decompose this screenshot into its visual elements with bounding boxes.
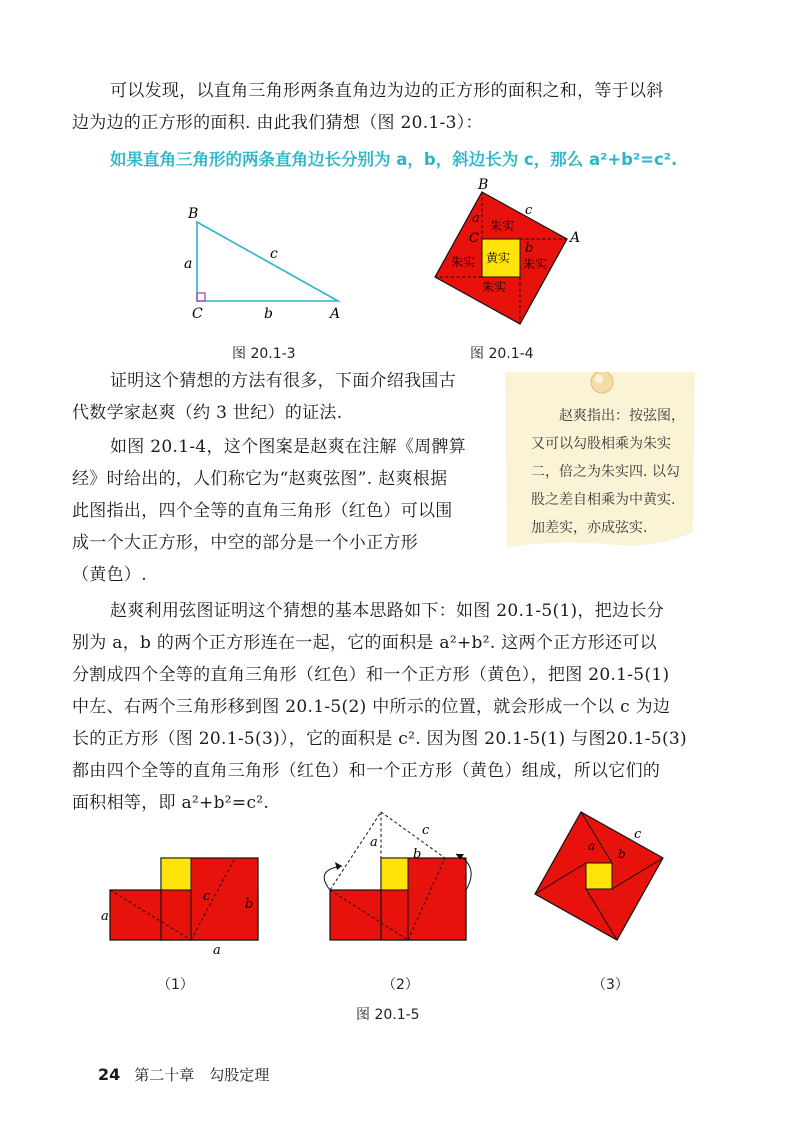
side-note-text	[531, 402, 691, 542]
label-a: a	[472, 211, 480, 226]
label-red-3: 朱实	[451, 255, 476, 269]
label-c: c	[525, 203, 533, 218]
label-a-bottom: a	[213, 943, 221, 958]
paragraph-line: 证明这个猜想的方法有很多，下面介绍我国古	[110, 371, 456, 391]
subfigure-caption: （1）	[157, 977, 194, 993]
page-footer	[98, 1064, 269, 1085]
chapter-title: 第二十章 勾股定理	[134, 1066, 270, 1084]
label-b: b	[525, 241, 534, 256]
paragraph-line: 此图指出，四个全等的直角三角形（红色）可以围	[72, 501, 453, 521]
label-C: C	[469, 231, 479, 246]
figure-caption: 图 20.1-4	[470, 346, 534, 362]
label-b: b	[618, 847, 626, 861]
label-A: A	[570, 230, 581, 246]
figure-20-1-5-part-1	[95, 850, 270, 960]
figure-20-1-5-part-3	[530, 808, 670, 948]
subfigure-caption: （3）	[592, 977, 629, 993]
figure-20-1-4	[425, 178, 585, 328]
label-c: c	[270, 246, 278, 262]
paragraph-line: 如图 20.1-4，这个图案是赵爽在注解《周髀算	[110, 437, 467, 457]
label-red-4: 朱实	[482, 280, 507, 294]
paragraph-line: 边为边的正方形的面积. 由此我们猜想（图 20.1-3）：	[72, 113, 483, 133]
paragraph-line: 长的正方形（图 20.1-5(3)），它的面积是 c². 因为图 20.1-5(1) 与图20.1-5(3)	[72, 729, 687, 749]
paragraph-line: （黄色）.	[72, 565, 147, 585]
label-c: c	[422, 823, 430, 838]
note-line: 二，倍之为朱实四. 以勾	[531, 464, 680, 480]
label-c: c	[634, 827, 642, 842]
figure-caption: 图 20.1-5	[356, 1007, 420, 1023]
note-line: 又可以勾股相乘为朱实	[531, 436, 671, 452]
label-A: A	[330, 306, 341, 322]
figure-caption: 图 20.1-3	[232, 346, 296, 362]
paragraph-line: 成一个大正方形，中空的部分是一个小正方形	[72, 533, 418, 553]
label-c: c	[203, 889, 211, 904]
pushpin-icon	[591, 372, 613, 393]
page-number: 24	[98, 1065, 121, 1084]
figure-20-1-3	[170, 200, 370, 330]
label-C: C	[192, 306, 203, 322]
label-b: b	[264, 306, 273, 322]
paragraph-line: 代数学家赵爽（约 3 世纪）的证法.	[72, 403, 343, 423]
paragraph-line: 都由四个全等的直角三角形（红色）和一个正方形（黄色）组成，所以它们的	[72, 761, 661, 781]
paragraph-line: 可以发现，以直角三角形两条直角边为边的正方形的面积之和，等于以斜	[110, 81, 664, 101]
paragraph-line: 别为 a，b 的两个正方形连在一起，它的面积是 a²+b². 这两个正方形还可以	[72, 633, 657, 653]
figure-20-1-5-part-2	[310, 808, 490, 944]
label-a: a	[184, 256, 193, 272]
label-a: a	[370, 835, 378, 850]
note-line: 赵爽指出：按弦图，	[559, 408, 685, 424]
paragraph-line: 经》时给出的，人们称它为“赵爽弦图”. 赵爽根据	[72, 469, 448, 489]
label-B: B	[188, 206, 199, 222]
conjecture-statement: 如果直角三角形的两条直角边长分别为 a，b，斜边长为 c，那么 a²+b²=c².	[110, 150, 678, 169]
paragraph-line: 面积相等，即 a²+b²=c².	[72, 793, 270, 813]
note-line: 股之差自相乘为中黄实.	[531, 492, 676, 508]
subfigure-caption: （2）	[382, 977, 419, 993]
label-B: B	[478, 178, 489, 193]
paragraph-line: 分割成四个全等的直角三角形（红色）和一个正方形（黄色），把图 20.1-5(1)	[72, 665, 670, 685]
paragraph-line: 中左、右两个三角形移到图 20.1-5(2) 中所示的位置，就会形成一个以 c 为边	[72, 697, 671, 717]
paragraph-line: 赵爽利用弦图证明这个猜想的基本思路如下：如图 20.1-5(1)，把边长分	[110, 601, 664, 621]
label-red-1: 朱实	[490, 219, 515, 233]
label-red-2: 朱实	[523, 257, 548, 271]
label-a: a	[101, 909, 109, 924]
label-b: b	[245, 897, 254, 912]
label-yellow: 黄实	[486, 251, 511, 265]
label-b: b	[413, 847, 422, 862]
label-a: a	[588, 839, 596, 853]
note-line: 加差实，亦成弦实.	[531, 520, 648, 536]
